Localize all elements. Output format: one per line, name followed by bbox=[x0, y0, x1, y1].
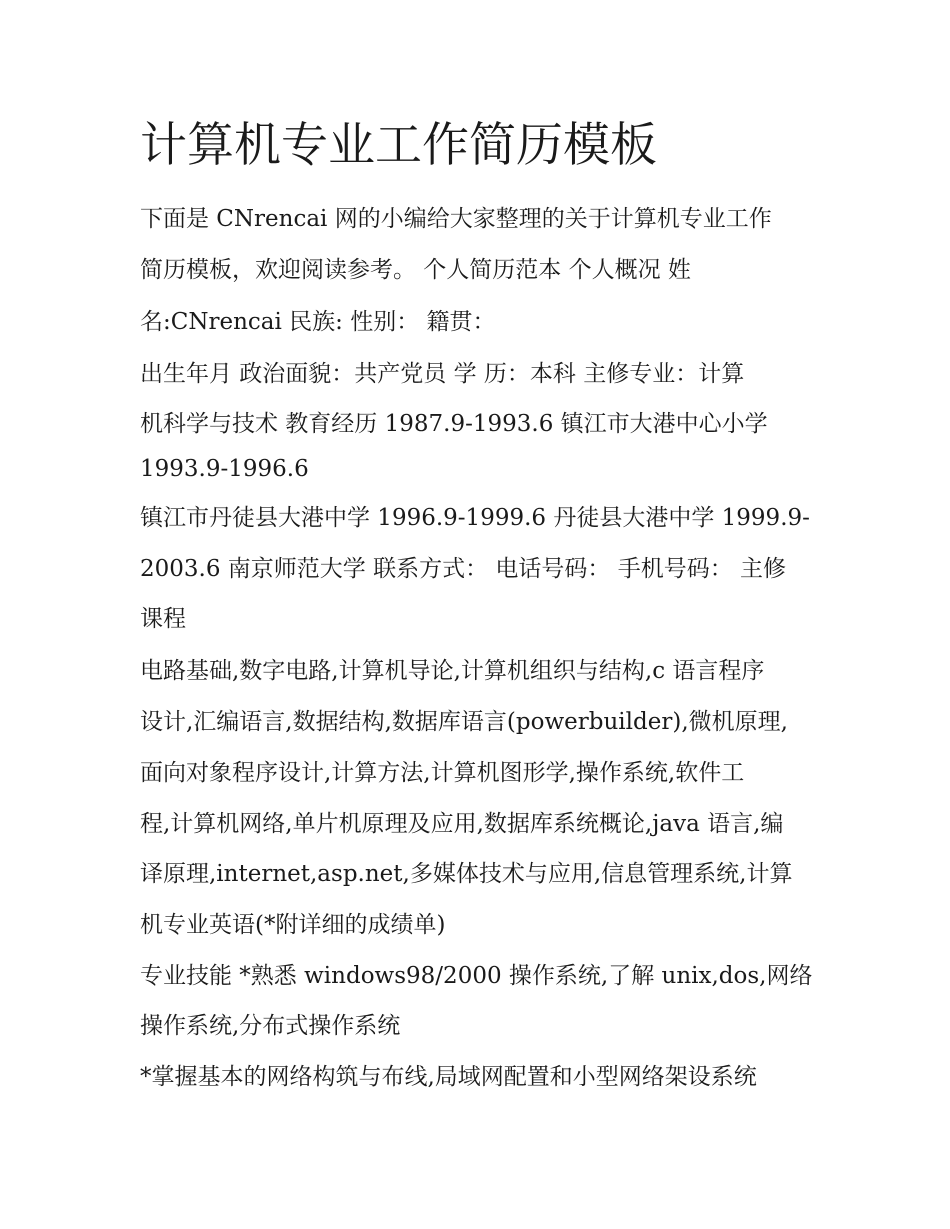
body-line-12: 面向对象程序设计,计算方法,计算机图形学,操作系统,软件工 bbox=[140, 760, 745, 786]
body-line-7: 镇江市丹徒县大港中学 1996.9-1999.6 丹徒县大港中学 1999.9- bbox=[140, 505, 810, 531]
body-line-10: 电路基础,数字电路,计算机导论,计算机组织与结构,c 语言程序 bbox=[140, 658, 765, 684]
body-line-14: 译原理,internet,asp.net,多媒体技术与应用,信息管理系统,计算 bbox=[140, 861, 793, 887]
body-line-8: 2003.6 南京师范大学 联系方式： 电话号码： 手机号码： 主修 bbox=[140, 556, 787, 582]
page-title: 计算机专业工作简历模板 bbox=[140, 118, 657, 173]
body-line-5: 机科学与技术 教育经历 1987.9-1993.6 镇江市大港中心小学 bbox=[140, 411, 768, 437]
body-line-3: 名:CNrencai 民族: 性别： 籍贯： bbox=[140, 309, 496, 335]
body-line-2: 简历模板，欢迎阅读参考。 个人简历范本 个人概况 姓 bbox=[140, 257, 691, 283]
body-line-18: *掌握基本的网络构筑与布线,局域网配置和小型网络架设系统 bbox=[140, 1064, 757, 1090]
body-line-1: 下面是 CNrencai 网的小编给大家整理的关于计算机专业工作 bbox=[140, 206, 772, 232]
body-line-17: 操作系统,分布式操作系统 bbox=[140, 1013, 401, 1039]
body-line-6: 1993.9-1996.6 bbox=[140, 456, 309, 482]
body-line-16: 专业技能 *熟悉 windows98/2000 操作系统,了解 unix,dos,网络 bbox=[140, 963, 813, 989]
body-line-13: 程,计算机网络,单片机原理及应用,数据库系统概论,java 语言,编 bbox=[140, 811, 784, 837]
body-line-4: 出生年月 政治面貌：共产党员 学 历：本科 主修专业：计算 bbox=[140, 361, 745, 387]
body-line-11: 设计,汇编语言,数据结构,数据库语言(powerbuilder),微机原理, bbox=[140, 709, 788, 735]
body-line-15: 机专业英语(*附详细的成绩单) bbox=[140, 912, 446, 938]
body-line-9: 课程 bbox=[140, 606, 186, 632]
